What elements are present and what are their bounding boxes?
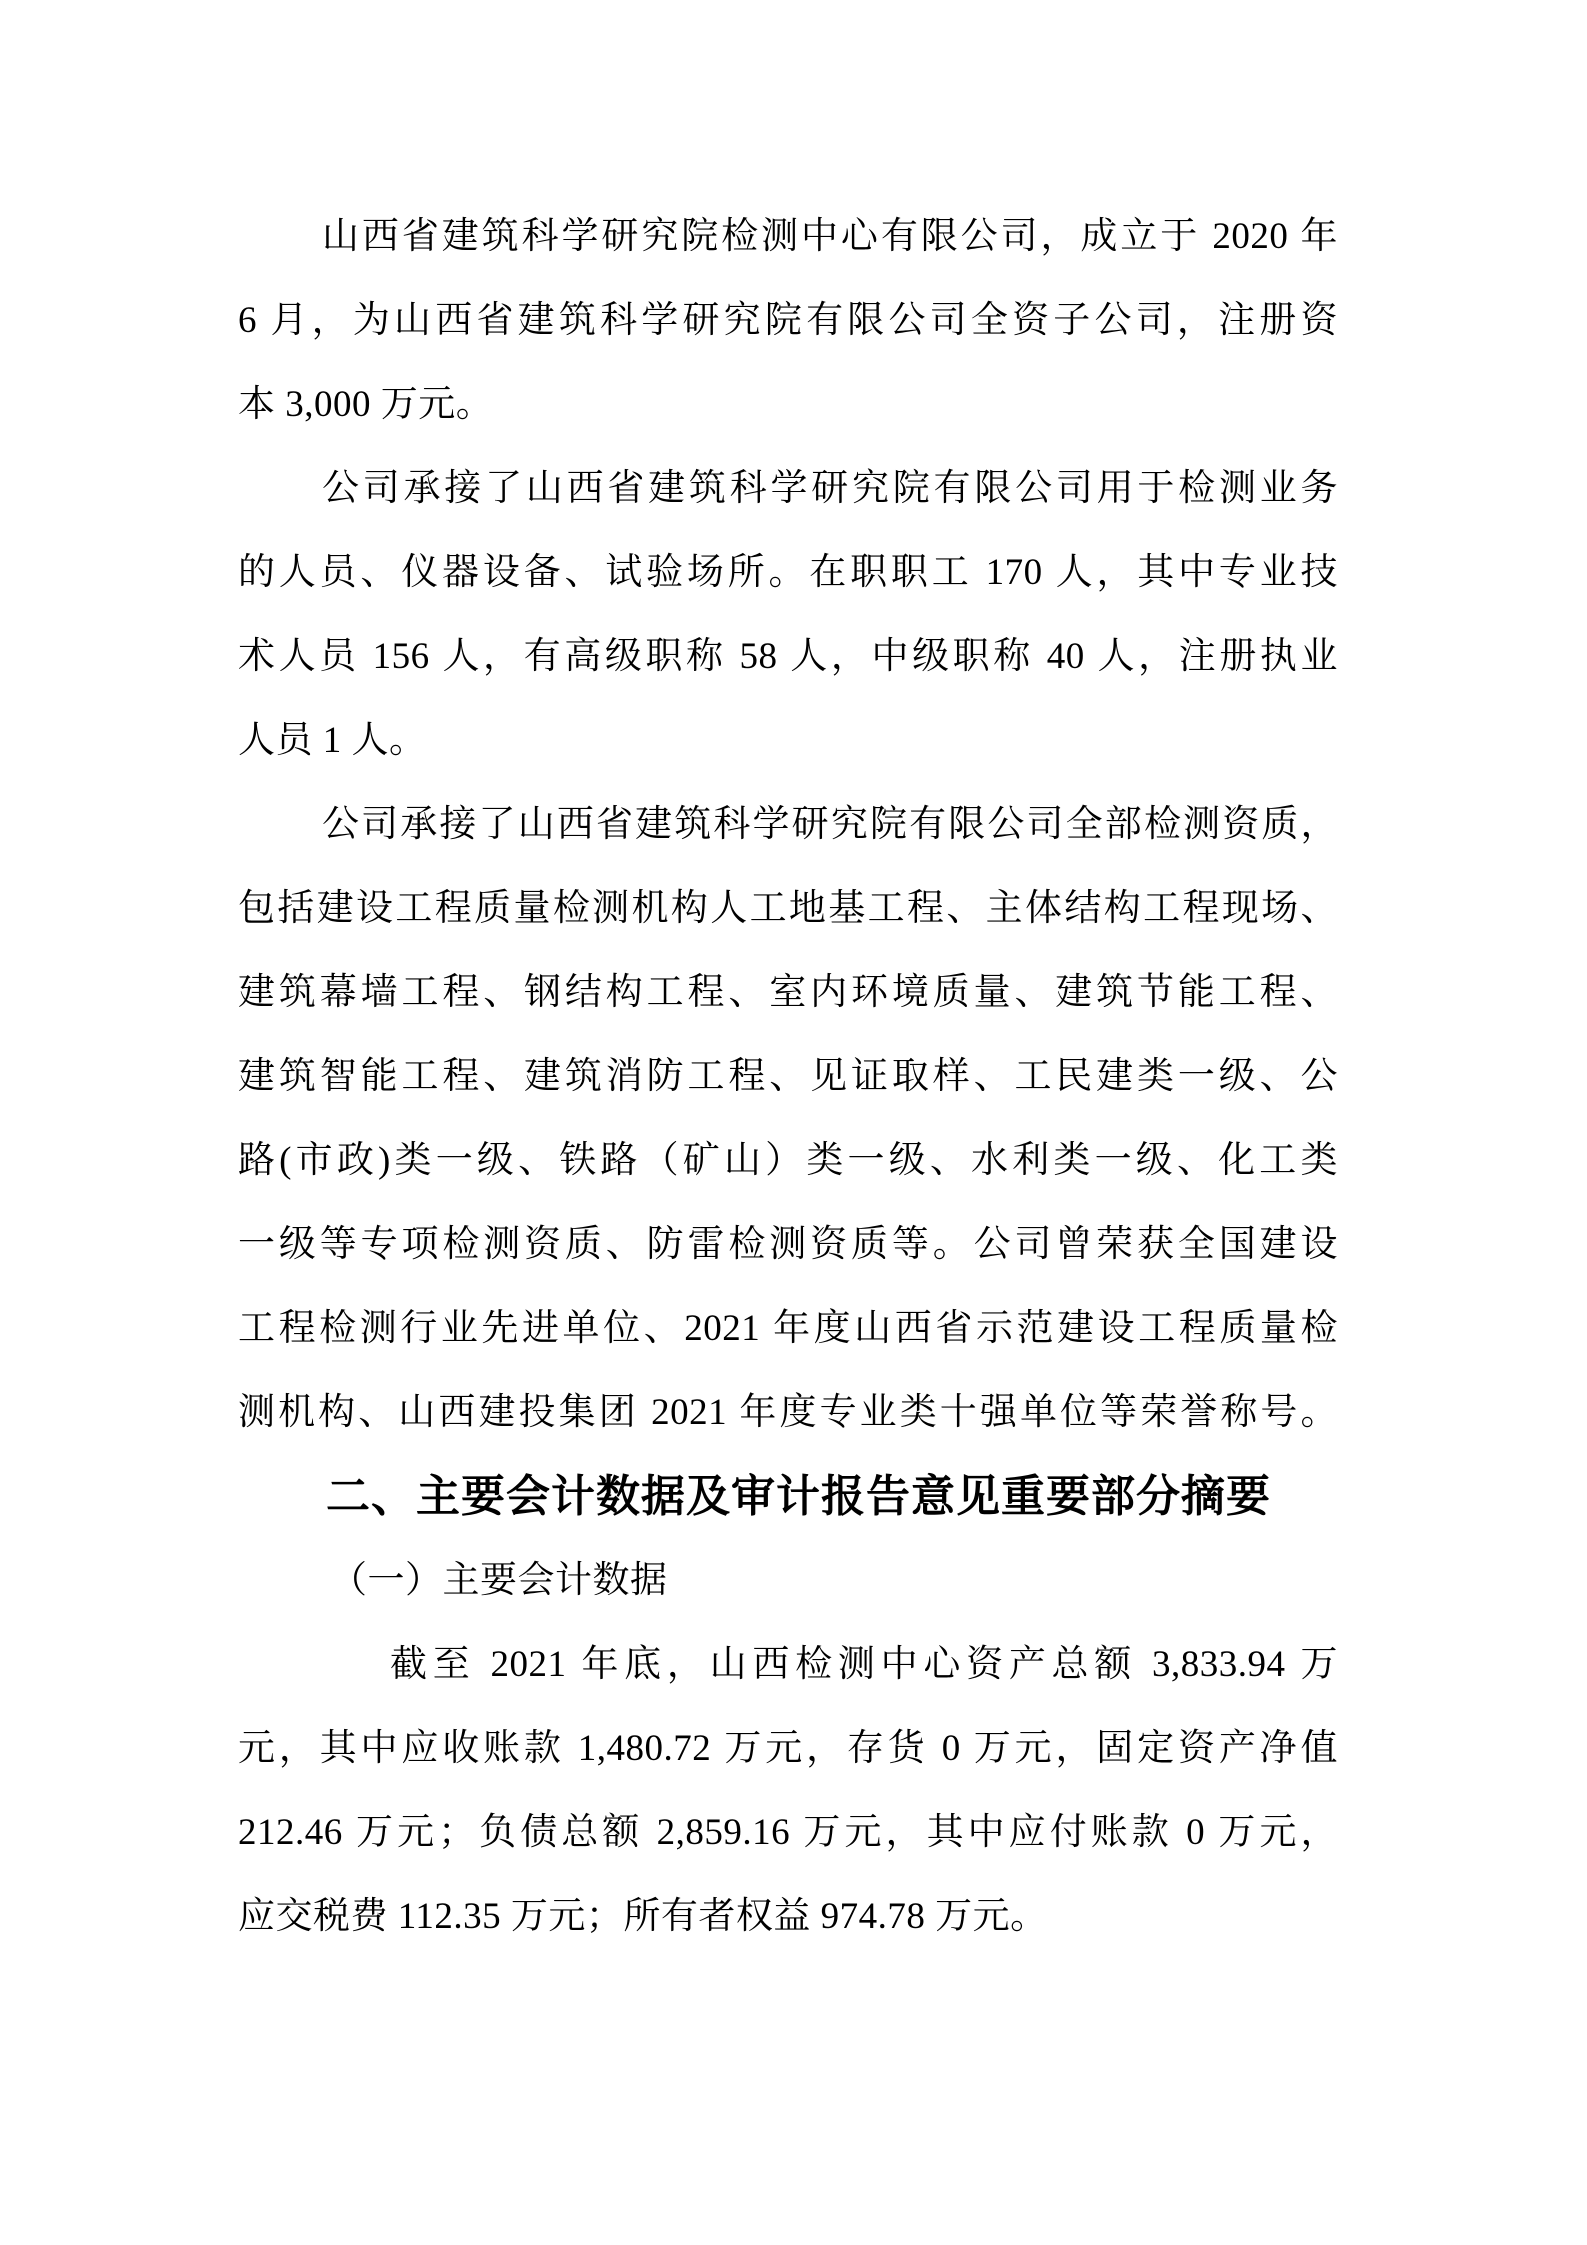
text-line: 6 月，为山西省建筑科学研究院有限公司全资子公司，注册资 [238,300,1338,341]
text-line: 元，其中应收账款 1,480.72 万元，存货 0 万元，固定资产净值 [238,1728,1338,1769]
subsection-heading: （一）主要会计数据 [330,1560,668,1601]
text-line: 应交税费 112.35 万元；所有者权益 974.78 万元。 [238,1896,1048,1937]
text-line: 测机构、山西建投集团 2021 年度专业类十强单位等荣誉称号。 [238,1392,1338,1433]
section-heading: 二、主要会计数据及审计报告意见重要部分摘要 [326,1472,1271,1521]
text-line: 人员 1 人。 [238,720,427,761]
text-line: 山西省建筑科学研究院检测中心有限公司，成立于 2020 年 [322,216,1338,257]
text-line: 截至 2021 年底，山西检测中心资产总额 3,833.94 万 [390,1644,1338,1685]
text-line: 建筑智能工程、建筑消防工程、见证取样、工民建类一级、公 [238,1056,1338,1097]
text-line: 工程检测行业先进单位、2021 年度山西省示范建设工程质量检 [238,1308,1338,1349]
document-content [238,195,1338,1959]
text-line: 建筑幕墙工程、钢结构工程、室内环境质量、建筑节能工程、 [238,972,1338,1013]
text-line: 212.46 万元；负债总额 2,859.16 万元，其中应付账款 0 万元， [238,1812,1338,1853]
text-line: 包括建设工程质量检测机构人工地基工程、主体结构工程现场、 [238,888,1338,929]
text-line: 公司承接了山西省建筑科学研究院有限公司用于检测业务 [322,468,1338,509]
text-line: 本 3,000 万元。 [238,384,494,425]
text-line: 公司承接了山西省建筑科学研究院有限公司全部检测资质， [322,804,1338,845]
text-line: 术人员 156 人，有高级职称 58 人，中级职称 40 人，注册执业 [238,636,1338,677]
text-line: 的人员、仪器设备、试验场所。在职职工 170 人，其中专业技 [238,552,1338,593]
text-line: 一级等专项检测资质、防雷检测资质等。公司曾荣获全国建设 [238,1224,1338,1265]
text-line: 路(市政)类一级、铁路（矿山）类一级、水利类一级、化工类 [238,1140,1338,1181]
